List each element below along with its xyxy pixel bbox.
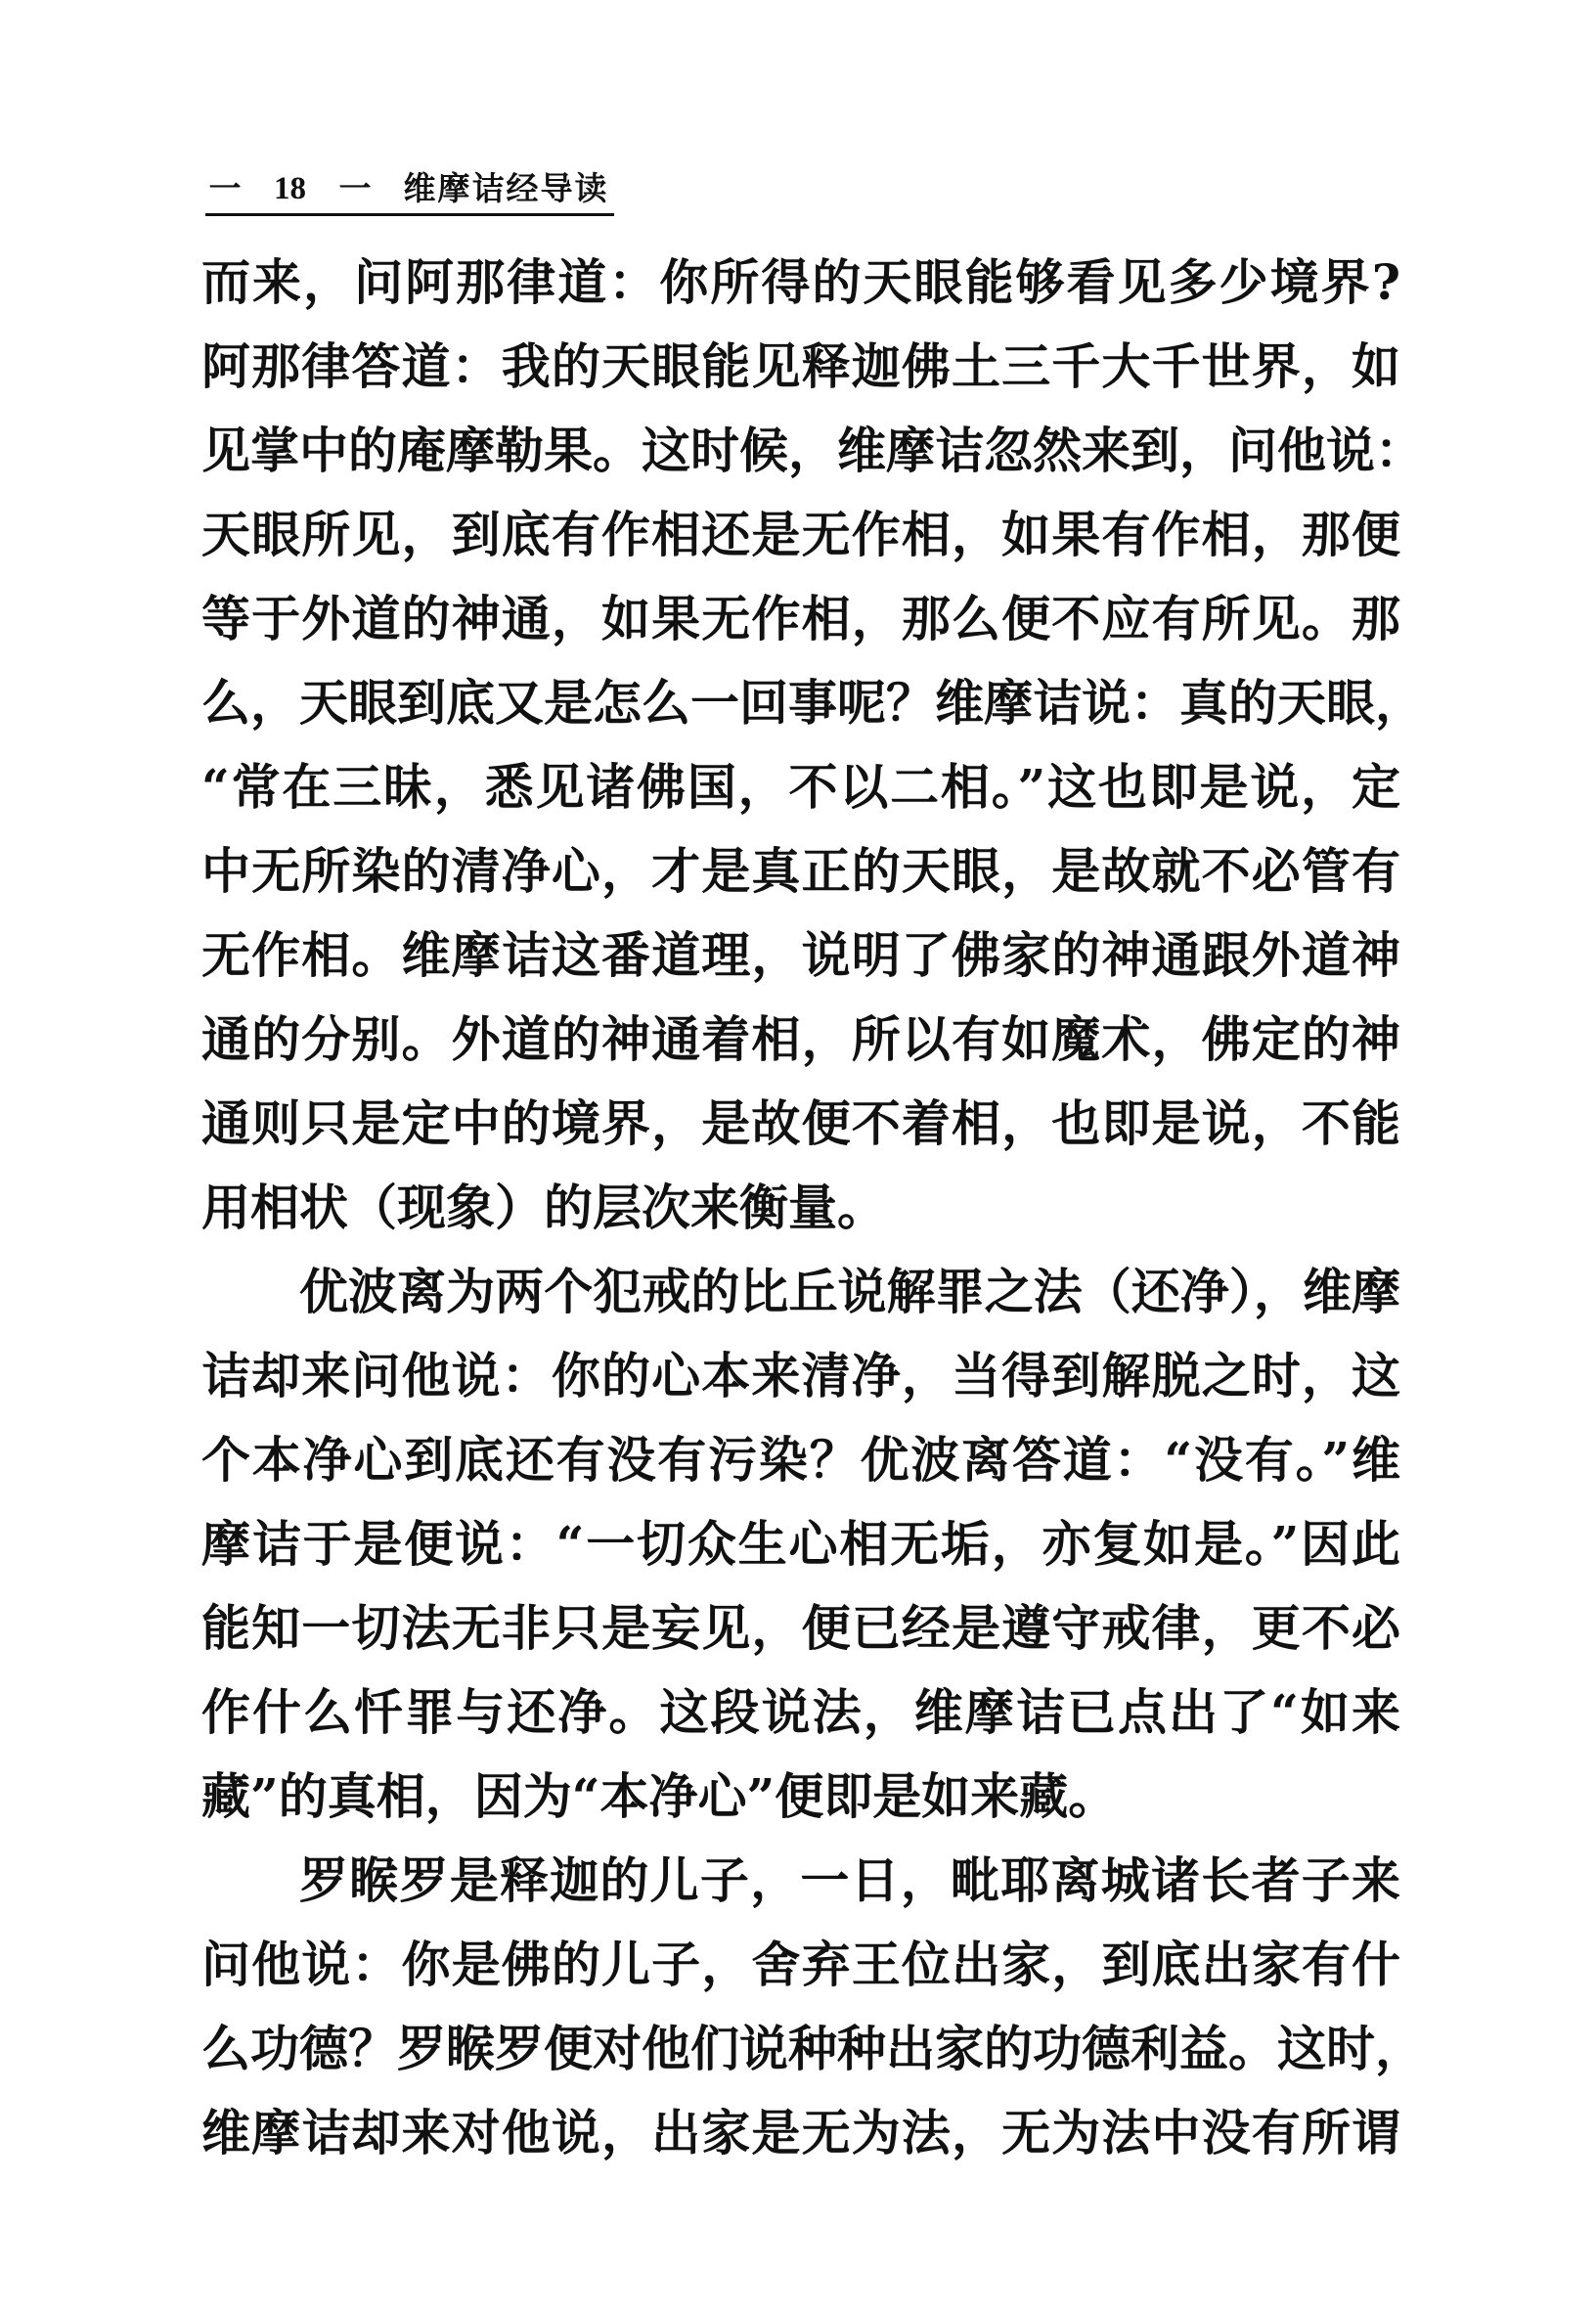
text-line: 无作相。维摩诘这番道理，说明了佛家的神通跟外道神	[201, 926, 1400, 984]
paragraph-start-line: 罗睺罗是释迦的儿子，一日，毗耶离城诸长者子来	[299, 1851, 1400, 1909]
text-line: 问他说：你是佛的儿子，舍弃王位出家，到底出家有什	[201, 1936, 1400, 1993]
text-line: 见掌中的庵摩勒果。这时候，维摩诘忽然来到，问他说：	[201, 422, 1424, 479]
text-line: 通则只是定中的境界，是故便不着相，也即是说，不能	[201, 1094, 1400, 1152]
text-line: 通的分别。外道的神通着相，所以有如魔术，佛定的神	[201, 1010, 1400, 1068]
text-line: 么功德？罗睺罗便对他们说种种出家的功德利益。这时，	[201, 2020, 1424, 2077]
text-line: 天眼所见，到底有作相还是无作相，如果有作相，那便	[201, 506, 1400, 563]
text-line: 个本净心到底还有没有污染？优波离答道：“没有。”维	[201, 1431, 1400, 1489]
text-line: “常在三昧，悉见诸佛国，不以二相。”这也即是说，定	[201, 758, 1400, 816]
header-dash-right: 一	[338, 169, 372, 207]
header-dash-left: 一	[208, 169, 242, 207]
text-line: 维摩诘却来对他说，出家是无为法，无为法中没有所谓	[201, 2104, 1400, 2161]
paragraph-end-line: 用相状（现象）的层次来衡量。	[201, 1179, 886, 1236]
running-header	[205, 166, 616, 211]
paragraph-end-line: 藏”的真相，因为“本净心”便即是如来藏。	[201, 1767, 1118, 1825]
text-line: 么，天眼到底又是怎么一回事呢？维摩诘说：真的天眼，	[201, 674, 1424, 732]
page-number: 18	[274, 171, 306, 206]
text-line: 诘却来问他说：你的心本来清净，当得到解脱之时，这	[201, 1347, 1400, 1404]
text-line: 能知一切法无非只是妄见，便已经是遵守戒律，更不必	[201, 1599, 1400, 1657]
text-line: 摩诘于是便说：“一切众生心相无垢，亦复如是。”因此	[201, 1515, 1400, 1573]
text-line: 中无所染的清净心，才是真正的天眼，是故就不必管有	[201, 842, 1400, 900]
text-line: 作什么忏罪与还净。这段说法，维摩诘已点出了“如来	[201, 1683, 1400, 1741]
header-rule	[205, 213, 614, 216]
text-line: 等于外道的神通，如果无作相，那么便不应有所见。那	[201, 590, 1400, 647]
text-line: 阿那律答道：我的天眼能见释迦佛土三千大千世界，如	[201, 337, 1400, 395]
text-line: 而来，问阿那律道：你所得的天眼能够看见多少境界?	[201, 253, 1400, 311]
book-title: 维摩诘经导读	[403, 169, 609, 207]
paragraph-start-line: 优波离为两个犯戒的比丘说解罪之法（还净），维摩	[299, 1263, 1400, 1320]
body-text	[201, 241, 1424, 2175]
